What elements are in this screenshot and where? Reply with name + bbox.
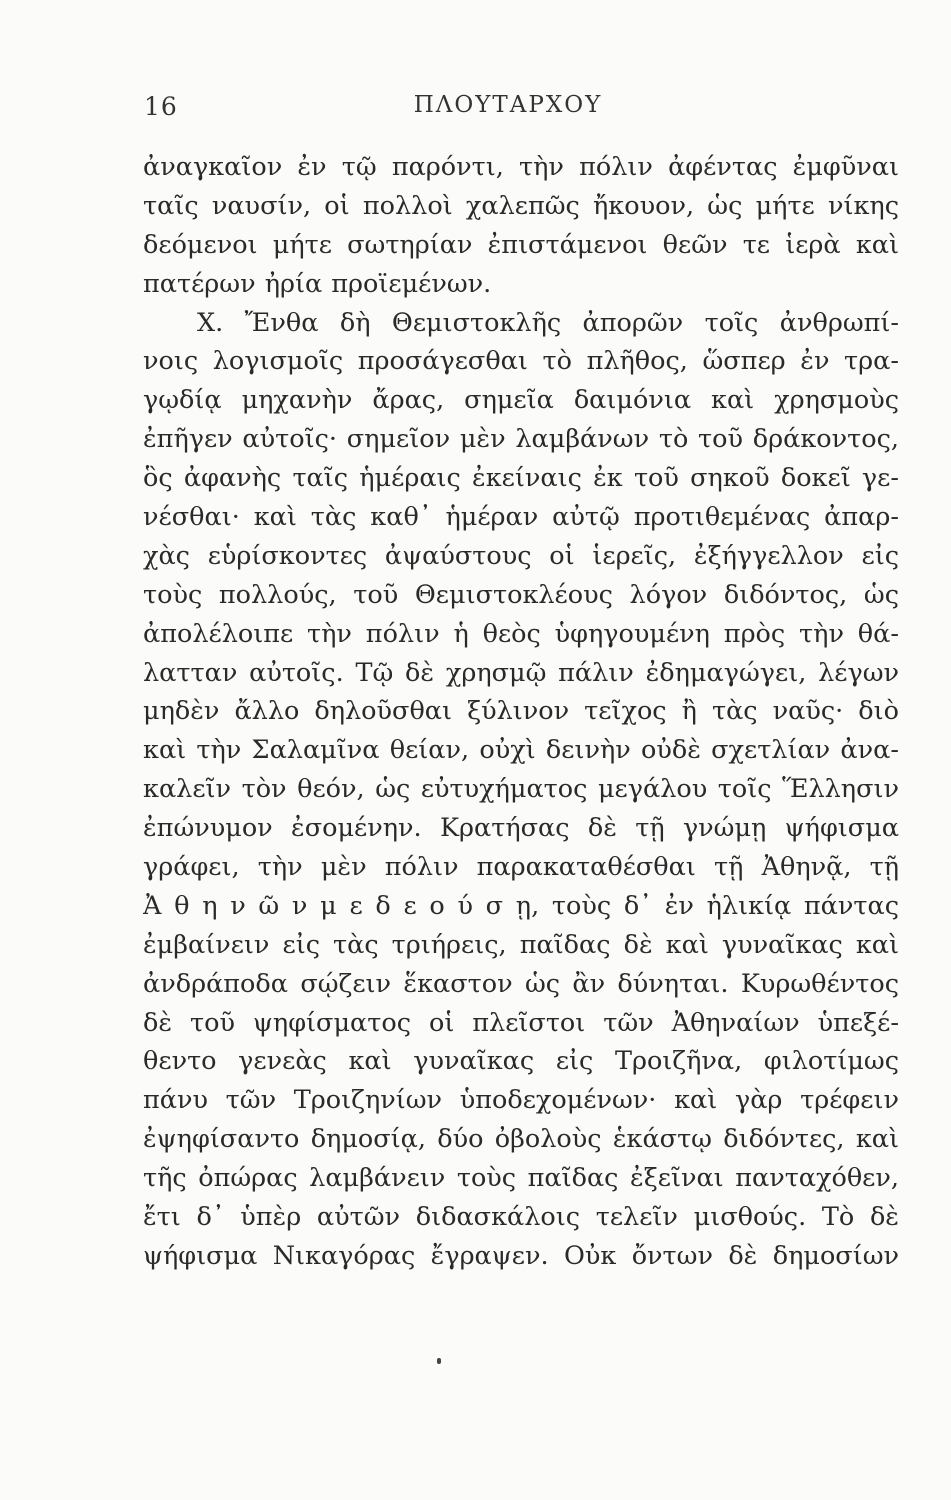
- text-line: ἐπώνυμον ἐσομένην. Κρατήσας δὲ τῇ γνώμῃ ψήφισμα: [143, 813, 899, 844]
- text-line: γῳδίᾳ μηχανὴν ἄρας, σημεῖα δαιμόνια καὶ χρησμοὺς: [143, 385, 899, 416]
- text-line: γράφει, τὴν μὲν πόλιν παρακαταθέσθαι τῇ Ἀθηνᾷ, τῇ: [143, 852, 899, 883]
- text-line: νοις λογισμοῖς προσάγεσθαι τὸ πλῆθος, ὥσπερ ἐν τρα-: [143, 346, 899, 377]
- page-number: 16: [144, 92, 178, 121]
- text-line: δὲ τοῦ ψηφίσματος οἱ πλεῖστοι τῶν Ἀθηναίων ὑπεξέ-: [143, 1007, 899, 1038]
- text-line: μηδὲν ἄλλο δηλοῦσθαι ξύλινον τεῖχος ἢ τὰς ναῦς· διὸ: [143, 696, 899, 727]
- text-line: καλεῖν τὸν θεόν, ὡς εὐτυχήματος μεγάλου τοῖς Ἕλλησιν: [143, 774, 899, 805]
- text-line: πατέρων ἠρία προϊεμένων.: [143, 268, 492, 299]
- text-line: ἀνδράποδα σῴζειν ἕκαστον ὡς ἂν δύνηται. Κυρωθέντος: [143, 968, 899, 999]
- text-line: ταῖς ναυσίν, οἱ πολλοὶ χαλεπῶς ἤκουον, ὡς μήτε νίκης: [143, 190, 899, 221]
- body-text: [143, 148, 899, 1276]
- text-line: ἔτι δ᾽ ὑπὲρ αὐτῶν διδασκάλοις τελεῖν μισθούς. Τὸ δὲ: [143, 1202, 899, 1233]
- text-line: ἐψηφίσαντο δημοσίᾳ, δύο ὀβολοὺς ἑκάστῳ διδόντες, καὶ: [143, 1124, 899, 1155]
- ink-speck: [437, 1358, 441, 1364]
- text-line: τοὺς πολλούς, τοῦ Θεμιστοκλέους λόγον διδόντος, ὡς: [143, 579, 899, 610]
- chapter-opening-line: X. Ἔνθα δὴ Θεμιστοκλῆς ἀπορῶν τοῖς ἀνθρωπί-: [197, 307, 899, 338]
- text-line: λατταν αὐτοῖς. Τῷ δὲ χρησμῷ πάλιν ἐδημαγώγει, λέγων: [143, 657, 899, 688]
- text-line: ἀπολέλοιπε τὴν πόλιν ἡ θεὸς ὑφηγουμένη πρὸς τὴν θά-: [143, 618, 899, 649]
- running-title: ΠΛΟΥΤΑΡΧΟΥ: [413, 92, 603, 118]
- text-line: καὶ τὴν Σαλαμῖνα θείαν, οὐχὶ δεινὴν οὐδὲ σχετλίαν ἀνα-: [143, 735, 899, 766]
- text-line: ψήφισμα Νικαγόρας ἔγραψεν. Οὐκ ὄντων δὲ δημοσίων: [143, 1240, 899, 1271]
- text-line: ἀναγκαῖον ἐν τῷ παρόντι, τὴν πόλιν ἀφέντας ἐμφῦναι: [143, 152, 899, 182]
- text-line: χὰς εὑρίσκοντες ἀψαύστους οἱ ἱερεῖς, ἐξήγγελλον εἰς: [143, 540, 899, 571]
- text-line: θεντο γενεὰς καὶ γυναῖκας εἰς Τροιζῆνα, φιλοτίμως: [143, 1046, 899, 1077]
- text-line: ἐμβαίνειν εἰς τὰς τριήρεις, παῖδας δὲ καὶ γυναῖκας καὶ: [143, 929, 899, 960]
- text-line: ἐπῆγεν αὐτοῖς· σημεῖον μὲν λαμβάνων τὸ τοῦ δράκοντος,: [143, 424, 899, 455]
- text-line: νέσθαι· καὶ τὰς καθ᾽ ἡμέραν αὐτῷ προτιθεμένας ἀπαρ-: [143, 502, 899, 533]
- text-line: πάνυ τῶν Τροιζηνίων ὑποδεχομένων· καὶ γὰρ τρέφειν: [143, 1085, 899, 1116]
- text-line: ὃς ἀφανὴς ταῖς ἡμέραις ἐκείναις ἐκ τοῦ σηκοῦ δοκεῖ γε-: [143, 463, 899, 494]
- page-header: [128, 92, 888, 132]
- text-line: Ἀ θ η ν ῶ ν μ ε δ ε ο ύ σ ῃ, τοὺς δ᾽ ἐν ἡλικίᾳ πάντας: [143, 890, 899, 921]
- text-line: τῆς ὀπώρας λαμβάνειν τοὺς παῖδας ἐξεῖναι πανταχόθεν,: [143, 1163, 899, 1194]
- text-line: δεόμενοι μήτε σωτηρίαν ἐπιστάμενοι θεῶν τε ἱερὰ καὶ: [143, 229, 899, 260]
